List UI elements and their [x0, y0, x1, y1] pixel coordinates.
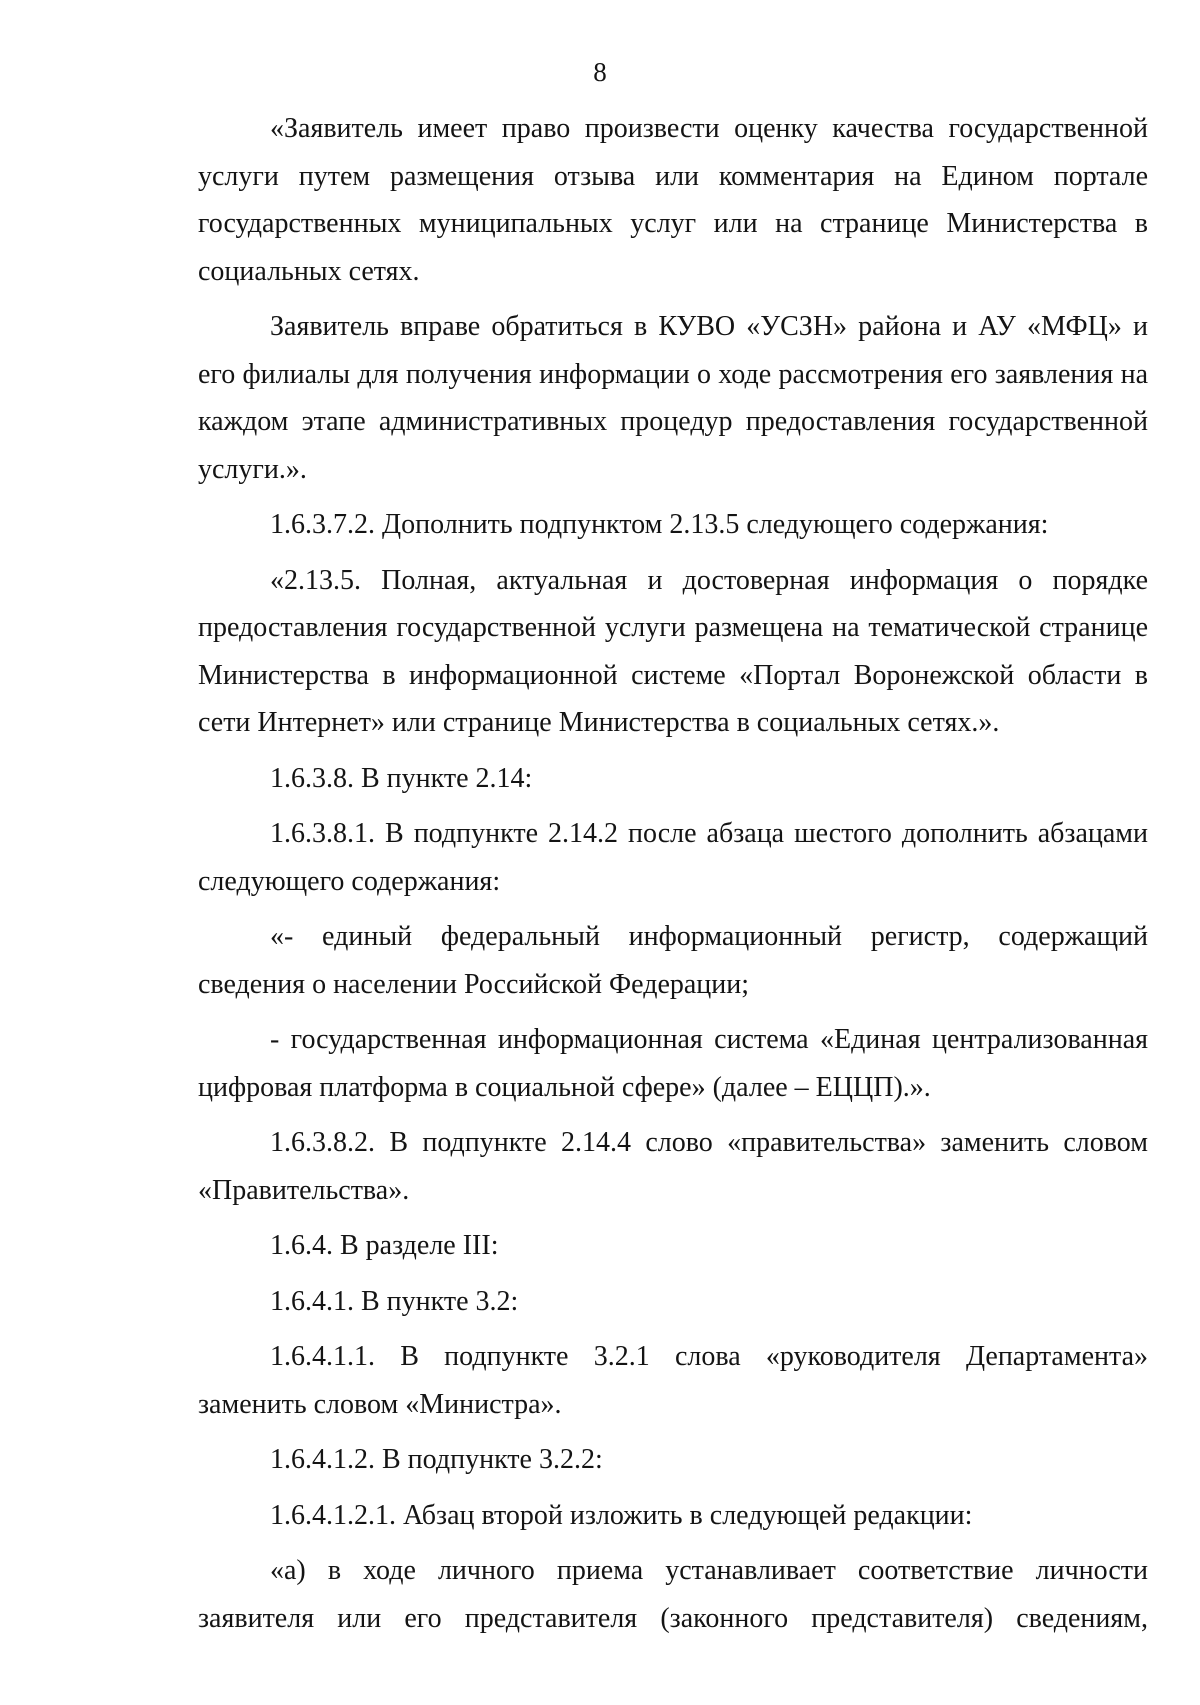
- paragraph-subclause-2-13-5: «2.13.5. Полная, актуальная и достоверная информация о порядке предоставления государственной услуги размещена на тематической странице Министерства в информационной системе «Портал Воронежской области в сети Интернет» или странице Министерства в социальных сетях.».: [198, 564, 1148, 738]
- page-number: 8: [593, 57, 607, 87]
- paragraph-personal-reception: «а) в ходе личного приема устанавливает соответствие личности заявителя или его представителя (законного представителя) сведениям,: [198, 1555, 1148, 1634]
- paragraph-assessment-right: «Заявитель имеет право произвести оценку качества государственной услуги путем размещения отзыва или комментария на Едином портале государственных муниципальных услуг или на странице Министерства в социальных сетях.: [198, 113, 1148, 287]
- paragraph-amendment-1-6-3-8-1: 1.6.3.8.1. В подпункте 2.14.2 после абзаца шестого дополнить абзацами следующего содержания:: [198, 818, 1148, 897]
- paragraph-federal-register: «- единый федеральный информационный регистр, содержащий сведения о населении Российской Федерации;: [198, 921, 1148, 1000]
- paragraph-amendment-1-6-4: 1.6.4. В разделе III:: [270, 1230, 499, 1261]
- paragraph-amendment-1-6-4-1-2-1: 1.6.4.1.2.1. Абзац второй изложить в следующей редакции:: [270, 1499, 973, 1531]
- paragraph-amendment-1-6-3-8-2: 1.6.3.8.2. В подпункте 2.14.4 слово «правительства» заменить словом «Правительства».: [198, 1127, 1148, 1206]
- paragraph-ecsp-system: - государственная информационная система «Единая централизованная цифровая платформа в социальной сфере» (далее – ЕЦЦП).».: [198, 1024, 1148, 1103]
- paragraph-amendment-1-6-4-1-1: 1.6.4.1.1. В подпункте 3.2.1 слова «руководителя Департамента» заменить словом «Министра».: [198, 1341, 1148, 1420]
- paragraph-amendment-1-6-4-1-2: 1.6.4.1.2. В подпункте 3.2.2:: [270, 1444, 603, 1475]
- document-body: [198, 105, 1148, 1650]
- paragraph-amendment-1-6-3-7-2: 1.6.3.7.2. Дополнить подпунктом 2.13.5 следующего содержания:: [270, 509, 1049, 540]
- paragraph-amendment-1-6-3-8: 1.6.3.8. В пункте 2.14:: [270, 762, 533, 794]
- paragraph-amendment-1-6-4-1: 1.6.4.1. В пункте 3.2:: [270, 1285, 519, 1317]
- paragraph-applicant-request: Заявитель вправе обратиться в КУВО «УСЗН» района и АУ «МФЦ» и его филиалы для получения информации о ходе рассмотрения его заявления на каждом этапе административных процедур предоставления государственной услуги.».: [198, 311, 1148, 485]
